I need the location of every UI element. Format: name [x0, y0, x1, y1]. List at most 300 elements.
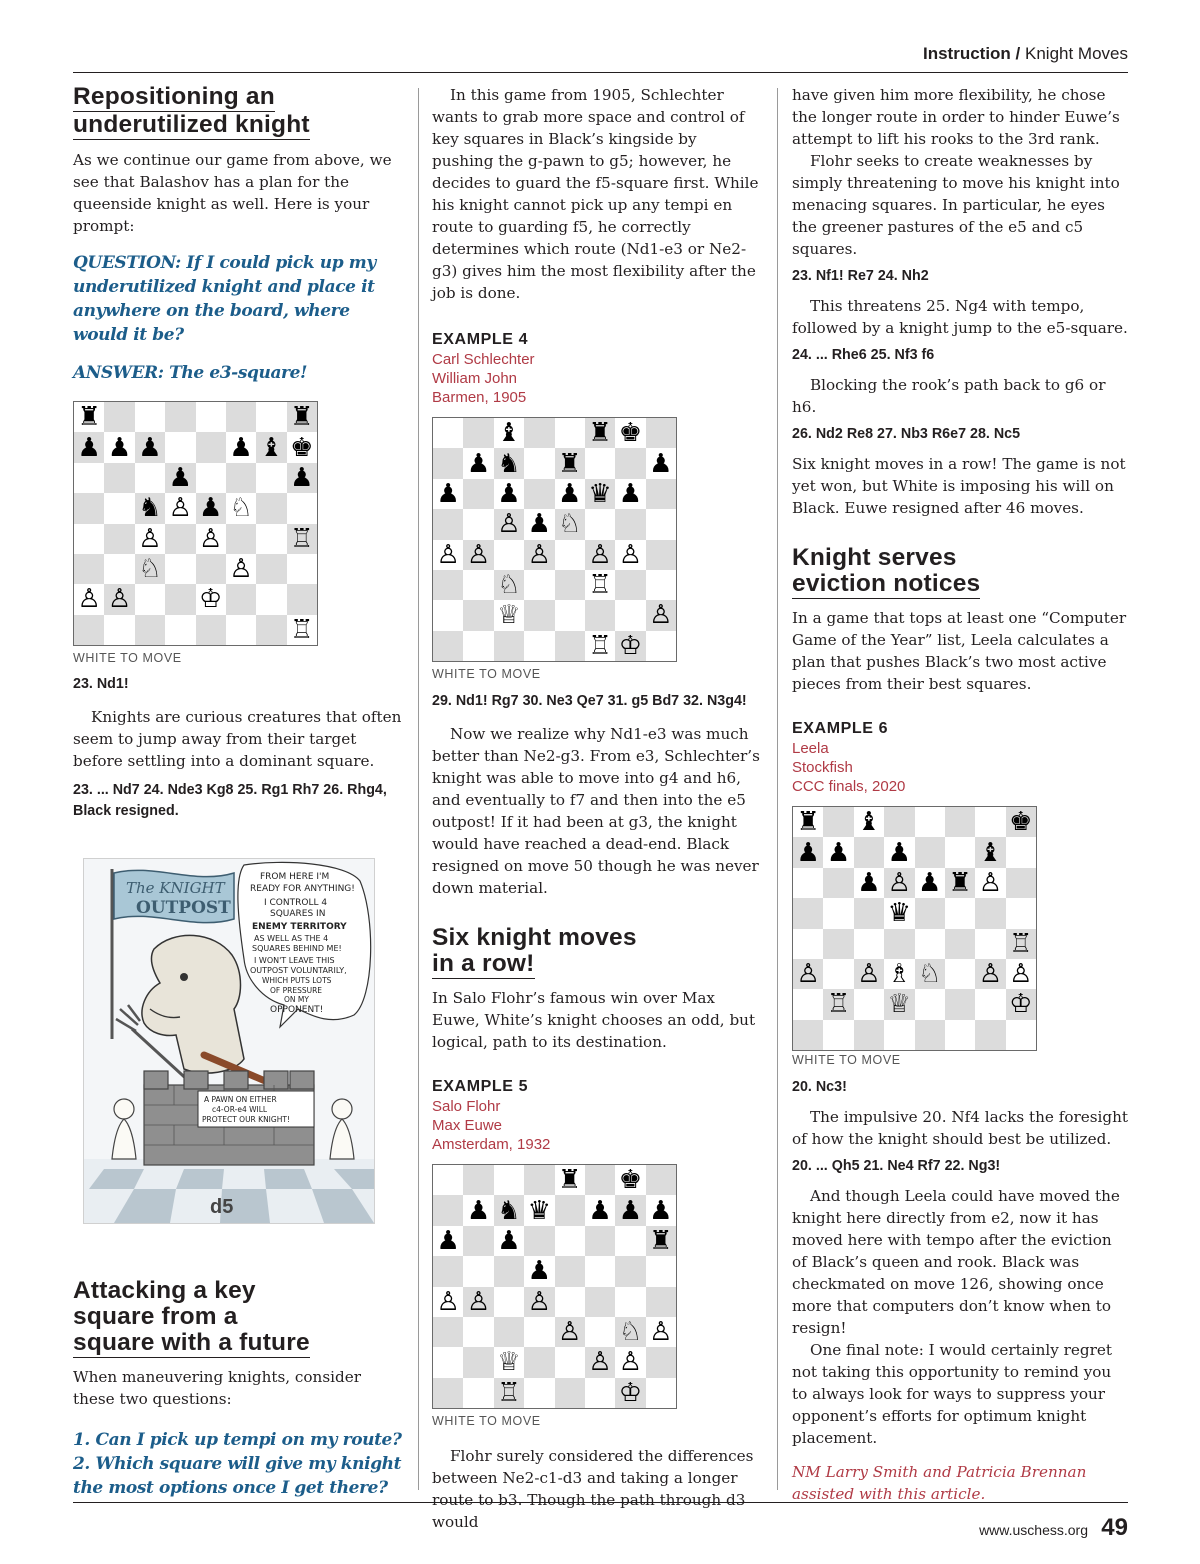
board-square	[524, 1256, 554, 1286]
board-square	[104, 524, 134, 554]
running-header	[73, 44, 1128, 72]
body-paragraph: Now we realize why Nd1-e3 was much better than Ne2-g3. From e3, Schlechter’s knight was able to move into g4 and h6, and eventually to f7 and then into the e5 outpost! If it had been at g3, the knight would have reached a dead-end. Black resigned on move 50 though he was never down material.	[432, 725, 760, 897]
svg-text:SQUARES BEHIND ME!: SQUARES BEHIND ME!	[252, 944, 342, 953]
white-bishop-icon: ♗	[887, 959, 911, 990]
board-square	[196, 432, 226, 462]
black-pawn-icon: ♟	[857, 867, 881, 898]
board-square	[585, 1165, 615, 1195]
body-paragraph: The impulsive 20. Nf4 lacks the foresight of how the knight should best be utilized.	[792, 1108, 1128, 1148]
black-pawn-icon: ♟	[107, 432, 132, 463]
white-king-icon: ♔	[618, 1377, 643, 1408]
svg-text:c4-OR-e4 WILL: c4-OR-e4 WILL	[212, 1105, 268, 1114]
title-line: Knight serves	[792, 544, 957, 571]
board-square	[884, 929, 914, 959]
black-player: Stockfish	[792, 759, 853, 776]
board-square	[494, 418, 524, 448]
black-pawn-icon: ♟	[290, 462, 314, 493]
board-square	[646, 479, 676, 509]
board-square	[524, 448, 554, 478]
board-square	[524, 1226, 554, 1256]
white-king-icon: ♔	[1009, 989, 1033, 1020]
board-square	[555, 1256, 585, 1286]
board-square	[287, 432, 317, 462]
board-square	[226, 584, 256, 614]
board-square	[793, 898, 823, 928]
white-rook-icon: ♖	[826, 989, 851, 1020]
white-pawn-icon: ♙	[107, 584, 132, 615]
board-square	[196, 554, 226, 584]
board-square	[524, 479, 554, 509]
board-square	[555, 1317, 585, 1347]
white-pawn-icon: ♙	[978, 959, 1003, 990]
white-rook-icon: ♖	[290, 523, 314, 554]
board-square	[226, 463, 256, 493]
board-square	[433, 1378, 463, 1408]
white-pawn-icon: ♙	[497, 509, 521, 540]
board-square	[615, 600, 645, 630]
black-rook-icon: ♜	[290, 402, 314, 433]
body-paragraph: Blocking the rook’s path back to g6 or h6.	[792, 376, 1106, 416]
board-square	[615, 1378, 645, 1408]
black-pawn-icon: ♟	[229, 432, 253, 463]
board-square	[165, 432, 195, 462]
white-knight-icon: ♘	[138, 554, 162, 585]
board-square	[256, 615, 286, 645]
page-number: 49	[1101, 1514, 1128, 1541]
title-line: underutilized knight	[73, 111, 310, 138]
board-square	[555, 418, 585, 448]
board-square	[463, 1226, 493, 1256]
board-square	[494, 600, 524, 630]
svg-text:I CONTROLL 4: I CONTROLL 4	[264, 898, 328, 908]
board-square	[854, 959, 884, 989]
board-square	[524, 418, 554, 448]
board-square	[226, 615, 256, 645]
board-square	[585, 1256, 615, 1286]
board-square	[945, 868, 975, 898]
svg-text:OUTPOST VOLUNTARILY,: OUTPOST VOLUNTARILY,	[250, 966, 347, 975]
board-square	[433, 570, 463, 600]
board-square	[74, 432, 104, 462]
example-5-header	[432, 1077, 762, 1154]
white-knight-icon: ♘	[497, 570, 521, 601]
svg-text:A PAWN ON EITHER: A PAWN ON EITHER	[204, 1095, 277, 1104]
board-square	[463, 509, 493, 539]
body-paragraph: Six knight moves in a row! The game is not yet won, but White is imposing his will on Black. Euwe resigned after 46 moves.	[792, 455, 1126, 517]
title-line: Six knight moves	[432, 924, 637, 951]
board-square	[793, 807, 823, 837]
board-square	[585, 540, 615, 570]
white-pawn-icon: ♙	[857, 959, 881, 990]
move-notation: 20. Nc3!	[792, 1079, 847, 1095]
board-square	[463, 600, 493, 630]
board-square	[975, 807, 1005, 837]
board-square	[615, 1256, 645, 1286]
board-square	[104, 402, 134, 432]
board-square	[226, 493, 256, 523]
black-knight-icon: ♞	[497, 448, 521, 479]
board-square	[74, 524, 104, 554]
board-square	[135, 524, 165, 554]
board-square	[135, 493, 165, 523]
black-pawn-icon: ♟	[618, 478, 643, 509]
white-pawn-icon: ♙	[199, 523, 223, 554]
body-paragraph: have given him more flexibility, he chose the longer route in order to hinder Euwe’s attempt to lift his rooks to the 3rd rank.	[792, 86, 1120, 148]
column-divider	[777, 88, 778, 1490]
white-pawn-icon: ♙	[527, 1286, 551, 1317]
board-square	[615, 509, 645, 539]
board-square	[975, 1020, 1005, 1050]
board-square	[524, 1347, 554, 1377]
board-square	[494, 1317, 524, 1347]
black-pawn-icon: ♟	[138, 432, 162, 463]
board-square	[494, 1378, 524, 1408]
black-queen-icon: ♛	[588, 478, 612, 509]
board-square	[555, 479, 585, 509]
black-king-icon: ♚	[290, 432, 314, 463]
black-knight-icon: ♞	[138, 493, 162, 524]
board-square	[793, 1020, 823, 1050]
black-queen-icon: ♛	[887, 898, 911, 929]
board-square	[226, 402, 256, 432]
board-square	[494, 540, 524, 570]
white-queen-icon: ♕	[887, 989, 911, 1020]
board-square	[165, 402, 195, 432]
black-rook-icon: ♜	[948, 867, 972, 898]
white-king-icon: ♔	[618, 630, 643, 661]
knight-outpost-cartoon	[83, 858, 375, 1224]
white-knight-icon: ♘	[229, 493, 253, 524]
board-square	[945, 929, 975, 959]
board-square	[494, 1226, 524, 1256]
move-notation: 20. ... Qh5 21. Ne4 Rf7 22. Ng3!	[792, 1158, 1001, 1174]
board-square	[854, 1020, 884, 1050]
board-square	[1006, 1020, 1036, 1050]
board-square	[585, 1347, 615, 1377]
black-knight-icon: ♞	[497, 1195, 521, 1226]
svg-text:READY FOR ANYTHING!: READY FOR ANYTHING!	[250, 884, 355, 894]
board-square	[433, 540, 463, 570]
black-rook-icon: ♜	[796, 807, 820, 838]
white-knight-icon: ♘	[558, 509, 582, 540]
board-square	[287, 493, 317, 523]
black-pawn-icon: ♟	[649, 1195, 673, 1226]
cartoon-illustration	[84, 859, 374, 1223]
example-label: EXAMPLE 4	[432, 331, 529, 348]
svg-text:WHICH PUTS LOTS: WHICH PUTS LOTS	[262, 976, 332, 985]
black-pawn-icon: ♟	[168, 462, 192, 493]
body-paragraph: In Salo Flohr’s famous win over Max Euwe, White’s knight chooses an odd, but logical, path to its destination.	[432, 989, 756, 1051]
board-square	[463, 1195, 493, 1225]
board-square	[555, 1195, 585, 1225]
board-square	[884, 868, 914, 898]
board-square	[585, 1226, 615, 1256]
board-square	[463, 1256, 493, 1286]
board-square	[135, 615, 165, 645]
board-square	[585, 1195, 615, 1225]
board-square	[256, 493, 286, 523]
board-square	[555, 509, 585, 539]
board-square	[135, 463, 165, 493]
white-pawn-icon: ♙	[588, 539, 612, 570]
board-square	[854, 807, 884, 837]
svg-text:SQUARES IN: SQUARES IN	[270, 909, 326, 919]
board-square	[256, 554, 286, 584]
board-square	[104, 554, 134, 584]
board-square	[1006, 807, 1036, 837]
board-square	[104, 463, 134, 493]
white-queen-icon: ♕	[497, 600, 521, 631]
board-square	[854, 989, 884, 1019]
board-square	[196, 524, 226, 554]
board-square	[975, 898, 1005, 928]
black-king-icon: ♚	[618, 1165, 643, 1196]
chess-board-diagram	[792, 806, 1037, 1051]
black-bishop-icon: ♝	[857, 807, 881, 838]
board-square	[135, 432, 165, 462]
board-square	[646, 1317, 676, 1347]
board-square	[585, 509, 615, 539]
white-knight-icon: ♘	[618, 1317, 643, 1348]
board-square	[975, 989, 1005, 1019]
board-square	[433, 1287, 463, 1317]
svg-text:AS WELL AS THE 4: AS WELL AS THE 4	[254, 934, 329, 943]
board-square	[104, 493, 134, 523]
example-6-header	[792, 719, 1128, 796]
black-pawn-icon: ♟	[618, 1195, 643, 1226]
board-square	[585, 448, 615, 478]
board-square	[494, 1256, 524, 1286]
board-square	[463, 479, 493, 509]
board-square	[226, 432, 256, 462]
black-bishop-icon: ♝	[978, 837, 1003, 868]
board-square	[585, 418, 615, 448]
section-title-repositioning	[73, 84, 403, 140]
board-square	[256, 463, 286, 493]
board-square	[256, 584, 286, 614]
board-square	[615, 570, 645, 600]
board-square	[823, 868, 853, 898]
black-king-icon: ♚	[618, 418, 643, 449]
board-square	[555, 1165, 585, 1195]
board-square	[615, 1347, 645, 1377]
board-square	[793, 989, 823, 1019]
board-square	[104, 615, 134, 645]
title-line: in a row!	[432, 950, 535, 977]
board-square	[793, 929, 823, 959]
board-square	[646, 1195, 676, 1225]
game-event: Barmen, 1905	[432, 389, 527, 406]
board-caption: WHITE TO MOVE	[432, 1414, 541, 1428]
board-square	[494, 1165, 524, 1195]
svg-text:OF PRESSURE: OF PRESSURE	[270, 986, 323, 995]
white-rook-icon: ♖	[290, 614, 314, 645]
board-square	[494, 631, 524, 661]
board-square	[463, 1287, 493, 1317]
board-square	[524, 1378, 554, 1408]
svg-text:ON MY: ON MY	[284, 995, 309, 1004]
move-notation: 23. Nd1!	[73, 676, 129, 692]
board-square	[524, 570, 554, 600]
board-square	[463, 540, 493, 570]
board-square	[615, 418, 645, 448]
board-square	[915, 959, 945, 989]
board-square	[1006, 959, 1036, 989]
title-line: eviction notices	[792, 570, 981, 597]
body-paragraph: When maneuvering knights, consider these two questions:	[73, 1368, 361, 1408]
board-square	[433, 448, 463, 478]
white-pawn-icon: ♙	[649, 1317, 673, 1348]
board-square	[494, 479, 524, 509]
board-square	[74, 402, 104, 432]
white-knight-icon: ♘	[918, 959, 942, 990]
board-square	[615, 448, 645, 478]
board-square	[256, 402, 286, 432]
board-square	[646, 1287, 676, 1317]
board-square	[585, 1287, 615, 1317]
board-square	[793, 837, 823, 867]
move-notation: 23. Nf1! Re7 24. Nh2	[792, 268, 929, 284]
black-pawn-icon: ♟	[436, 478, 460, 509]
board-square	[884, 807, 914, 837]
board-square	[196, 615, 226, 645]
svg-text:ENEMY TERRITORY: ENEMY TERRITORY	[252, 922, 347, 932]
black-pawn-icon: ♟	[887, 837, 911, 868]
move-notation: 24. ... Rhe6 25. Nf3 f6	[792, 347, 935, 363]
column-left	[73, 84, 403, 1500]
white-king-icon: ♔	[199, 584, 223, 615]
board-square	[433, 1317, 463, 1347]
answer-text: ANSWER: The e3-square!	[73, 363, 308, 383]
board-square	[287, 463, 317, 493]
header-section: Instruction	[922, 44, 1011, 63]
black-pawn-icon: ♟	[826, 837, 851, 868]
white-pawn-icon: ♙	[77, 584, 101, 615]
board-square	[463, 1165, 493, 1195]
board-square	[646, 418, 676, 448]
board-square	[854, 868, 884, 898]
example-label: EXAMPLE 5	[432, 1078, 529, 1095]
white-rook-icon: ♖	[588, 630, 612, 661]
black-rook-icon: ♜	[558, 1165, 582, 1196]
white-pawn-icon: ♙	[1009, 959, 1033, 990]
white-pawn-icon: ♙	[978, 867, 1003, 898]
board-square	[615, 1226, 645, 1256]
board-square	[945, 807, 975, 837]
board-square	[646, 1165, 676, 1195]
board-square	[585, 600, 615, 630]
board-square	[555, 1347, 585, 1377]
white-rook-icon: ♖	[1009, 928, 1033, 959]
board-square	[915, 929, 945, 959]
board-square	[975, 868, 1005, 898]
header-topic: Knight Moves	[1025, 44, 1128, 63]
board-square	[524, 1165, 554, 1195]
board-square	[433, 1256, 463, 1286]
board-square	[646, 509, 676, 539]
question-list-item: 2. Which square will give my knight the most options once I get there?	[73, 1454, 402, 1498]
black-rook-icon: ♜	[649, 1225, 673, 1256]
cartoon-banner-line: OUTPOST	[136, 898, 231, 918]
black-pawn-icon: ♟	[649, 448, 673, 479]
black-rook-icon: ♜	[77, 402, 101, 433]
board-square	[74, 615, 104, 645]
board-square	[585, 479, 615, 509]
footer-url: www.uschess.org	[979, 1522, 1088, 1538]
board-square	[463, 1347, 493, 1377]
white-player: Leela	[792, 740, 829, 757]
white-pawn-icon: ♙	[558, 1317, 582, 1348]
board-square	[823, 1020, 853, 1050]
board-square	[433, 1347, 463, 1377]
board-square	[646, 1256, 676, 1286]
board-square	[915, 1020, 945, 1050]
board-square	[823, 807, 853, 837]
body-paragraph: In this game from 1905, Schlechter wants to grab more space and control of key squares in Black’s kingside by pushing the g-pawn to g5; however, he decides to guard the f5-square first. While his knight cannot pick up any tempi en route to guarding f5, he correctly determines which route (Nd1-e3 or Ne2-g3) gives him the most flexibility after the job is done.	[432, 86, 759, 302]
board-square	[463, 418, 493, 448]
white-pawn-icon: ♙	[466, 539, 491, 570]
board-square	[884, 837, 914, 867]
body-paragraph: Flohr seeks to create weaknesses by simply threatening to move his knight into menacing squares. In particular, he eyes the greener pastures of the e5 and c5 squares.	[792, 152, 1120, 258]
title-line: Repositioning an	[73, 83, 275, 110]
board-square	[524, 600, 554, 630]
white-pawn-icon: ♙	[588, 1347, 612, 1378]
board-square	[524, 1317, 554, 1347]
board-square	[165, 554, 195, 584]
board-square	[74, 493, 104, 523]
chess-board-diagram	[432, 417, 677, 662]
board-square	[433, 1195, 463, 1225]
white-pawn-icon: ♙	[527, 539, 551, 570]
board-square	[463, 448, 493, 478]
board-square	[646, 1347, 676, 1377]
black-rook-icon: ♜	[558, 448, 582, 479]
board-square	[494, 1287, 524, 1317]
white-rook-icon: ♖	[497, 1377, 521, 1408]
black-pawn-icon: ♟	[588, 1195, 612, 1226]
board-square	[1006, 989, 1036, 1019]
board-square	[915, 989, 945, 1019]
white-pawn-icon: ♙	[168, 493, 192, 524]
board-square	[463, 1317, 493, 1347]
board-square	[135, 402, 165, 432]
black-rook-icon: ♜	[588, 418, 612, 449]
board-square	[555, 600, 585, 630]
board-square	[165, 463, 195, 493]
board-square	[615, 1317, 645, 1347]
board-square	[1006, 868, 1036, 898]
black-pawn-icon: ♟	[497, 478, 521, 509]
board-square	[823, 837, 853, 867]
board-square	[915, 898, 945, 928]
board-square	[555, 1378, 585, 1408]
board-square	[555, 540, 585, 570]
black-player: William John	[432, 370, 518, 387]
white-pawn-icon: ♙	[649, 600, 673, 631]
board-square	[1006, 929, 1036, 959]
black-king-icon: ♚	[1009, 807, 1033, 838]
board-square	[524, 1287, 554, 1317]
board-square	[1006, 837, 1036, 867]
board-square	[135, 584, 165, 614]
board-square	[854, 898, 884, 928]
body-paragraph: This threatens 25. Ng4 with tempo, followed by a knight jump to the e5-square.	[792, 297, 1128, 337]
board-square	[433, 631, 463, 661]
board-square	[524, 509, 554, 539]
title-line: Attacking a key	[73, 1277, 256, 1304]
board-square	[585, 570, 615, 600]
board-square	[884, 1020, 914, 1050]
